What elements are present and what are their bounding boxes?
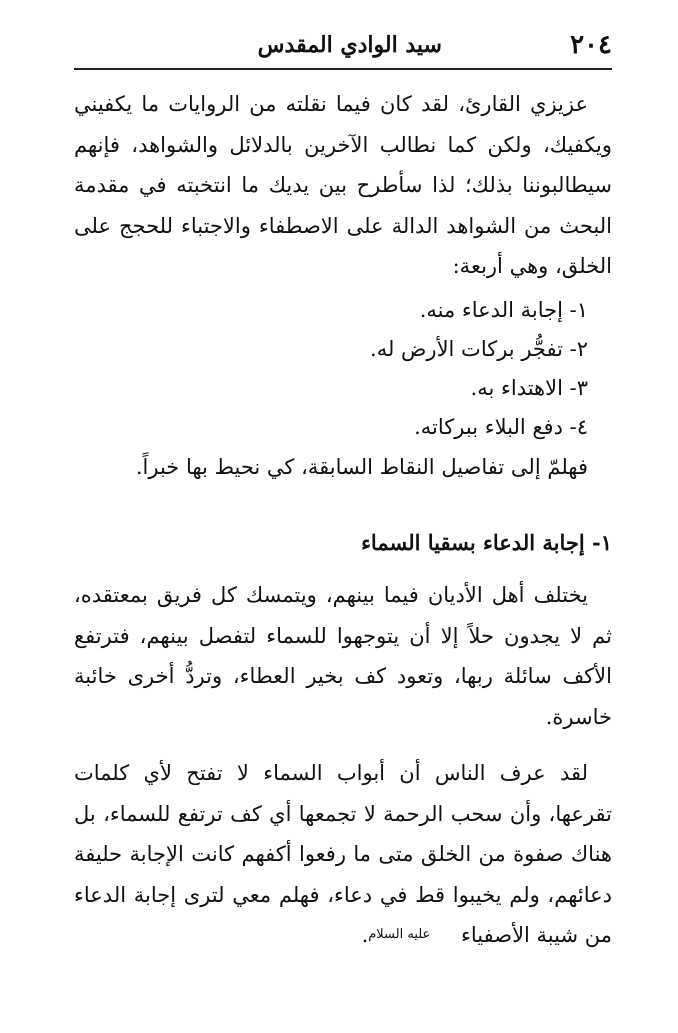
book-page (74, 0, 612, 1033)
intro-paragraph: عزيزي القارئ، لقد كان فيما نقلته من الروايات ما يكفيني ويكفيك، ولكن كما نطالب الآخرين بالدلائل والشواهد، فإنهم سيطالبوننا بذلك؛ لذا سأطرح بين يديك ما انتخبته في مقدمة البحث من الشواهد الدالة على الاصطفاء والاجتباء للحجج على الخلق، وهي أربعة: (74, 92, 613, 278)
page-header (74, 28, 612, 70)
page-body (74, 84, 612, 956)
honorific-ligature: عليه السلام (368, 927, 431, 942)
list-item: ١- إجابة الدعاء منه. (419, 297, 588, 322)
closing-paragraph: فهلمّ إلى تفاصيل النقاط السابقة، كي نحيط بها خبراً. (135, 454, 588, 479)
page-number: ٢٠٤ (570, 30, 612, 60)
section-paragraph-2 (74, 753, 612, 956)
section-paragraph-2-text: لقد عرف الناس أن أبواب السماء لا تفتح لأي كلمات تقرعها، وأن سحب الرحمة لا تجمعها أي كف ترتفع للسماء، بل هناك صفوة من الخلق متى ما رفعوا أكفهم كانت الإجابة حليفة دعائهم، ولم يخيبوا قط في دعاء، فهلم معي لترى إجابة الدعاء من شيبة الأصفياء (74, 761, 612, 947)
paragraph-spacer (74, 737, 612, 753)
list-item: ٤- دفع البلاء ببركاته. (414, 414, 588, 439)
list-item: ٢- تفجُّر بركات الأرض له. (370, 336, 588, 361)
paragraph-end-mark: . (361, 923, 369, 947)
list-item: ٣- الاهتداء به. (470, 375, 588, 400)
section-paragraph-1: يختلف أهل الأديان فيما بينهم، ويتمسك كل فريق بمعتقده، ثم لا يجدون حلاً إلا أن يتوجهوا للسماء لتفصل بينهم، فترتفع الأكف سائلة ربها، وتعود كف بخير العطاء، وتردُّ أخرى خائبة خاسرة. (74, 583, 612, 729)
running-title: سيد الوادي المقدس (257, 32, 442, 58)
section-heading: ١- إجابة الدعاء بسقيا السماء (361, 530, 612, 555)
evidence-list (74, 291, 612, 447)
